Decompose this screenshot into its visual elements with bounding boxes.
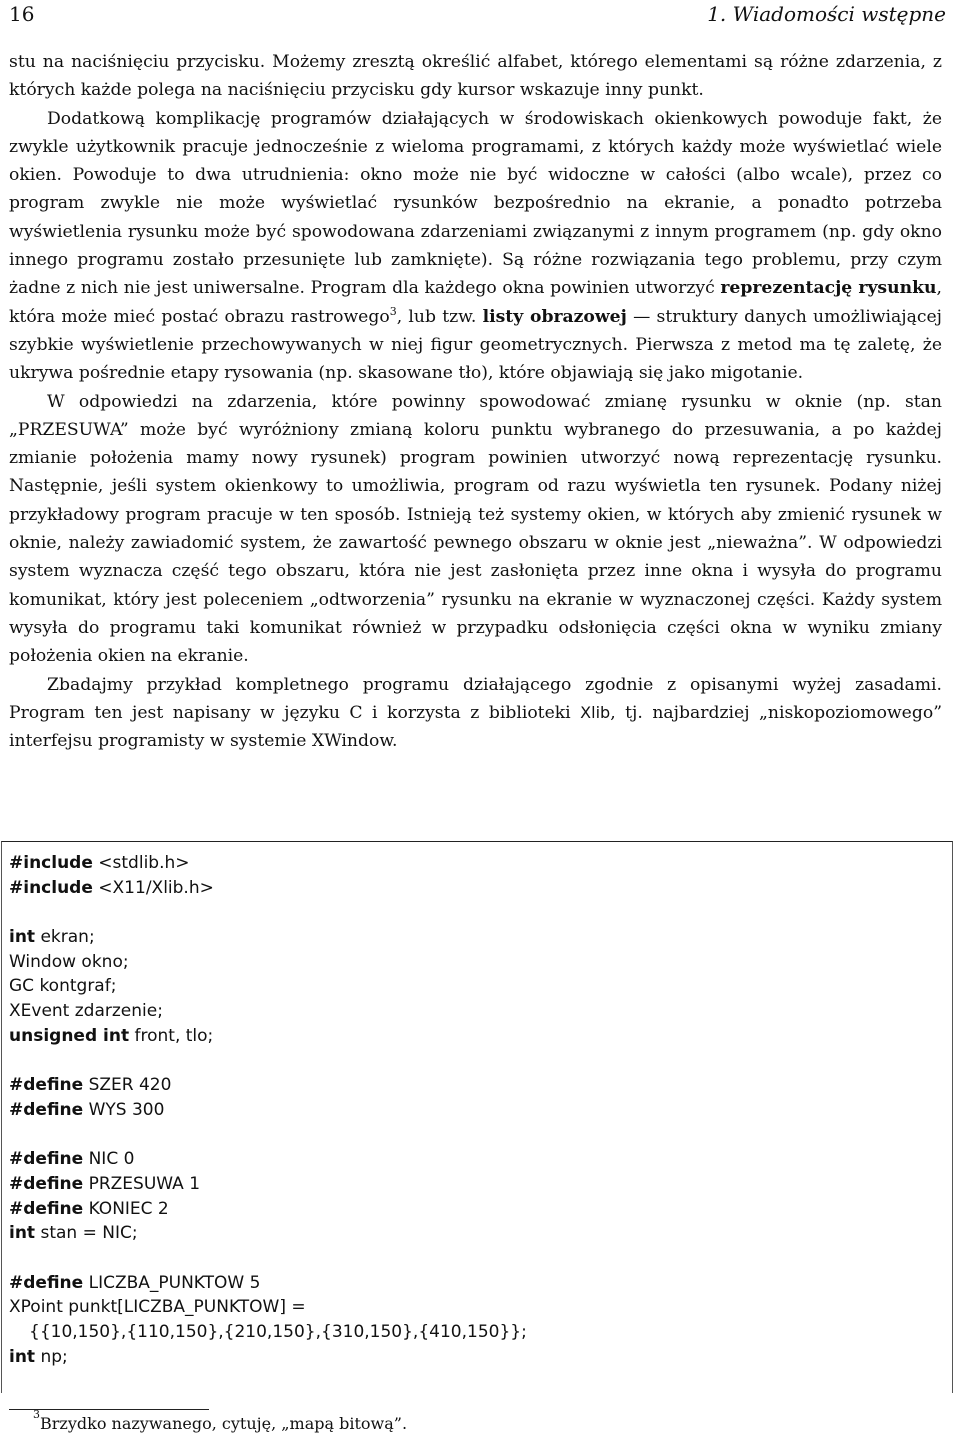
code-line: Window okno;	[9, 951, 129, 972]
footnote-text: Brzydko nazywanego, cytuję, „mapą bitową”.	[40, 1414, 408, 1433]
code-text: KONIEC 2	[83, 1198, 169, 1219]
code-keyword: #define	[9, 1272, 84, 1293]
code-blank-line	[9, 900, 939, 925]
p2-text-a: Dodatkową komplikację programów działających w środowiskach okienkowych powoduje fakt, że zwykle użytkownik pracuje jednocześnie z wieloma programami, z których każdy może wyświetlać wiele okien. Powoduje to dwa utrudnienia: okno może nie być widoczne w całości (albo wcale), przez co program zwykle nie może wyświetlać rysunków bezpośrednio na ekranie, a ponadto potrzeba wyświetlenia rysunku może być spowodowana zdarzeniami związanymi z innym programem (np. gdy okno innego programu zostało przesunięte lub zamknięte). Są różne rozwiązania tego problemu, przy czym żadne z nich nie jest uniwersalne. Program dla każdego okna powinien utworzyć	[9, 108, 942, 299]
code-line	[9, 1073, 939, 1098]
page-number: 16	[9, 2, 35, 26]
code-line	[9, 876, 939, 901]
code-text: <X11/Xlib.h>	[92, 877, 214, 898]
p4-text-a: Zbadajmy przykład kompletnego programu działającego zgodnie z opisanymi wyżej zasadami. Program ten jest napisany w języku C i korzysta z biblioteki	[9, 674, 942, 723]
code-line	[9, 1098, 939, 1123]
code-text: stan = NIC;	[35, 1223, 138, 1244]
paragraph-1: stu na naciśnięciu przycisku. Możemy zresztą określić alfabet, którego elementami są różne zdarzenia, z których każde polega na naciśnięciu przycisku gdy kursor wskazuje inny punkt.	[9, 52, 942, 101]
code-keyword: #include	[9, 853, 93, 873]
paragraph-3: W odpowiedzi na zdarzenia, które powinny spowodować zmianę rysunku w oknie (np. stan „PRZESUWA” może być wyróżniony zmianą koloru punktu wybranego do przesuwania, a po każdej zmianie położenia mamy nowy rysunek) program powinien utworzyć nową reprezentację rysunku. Następnie, jeśli system okienkowy to umożliwia, program od razu wyświetla ten rysunek. Podany niżej przykładowy program pracuje w ten sposób. Istnieją też systemy okien, w których aby zmienić rysunek w oknie, należy zawiadomić system, że zawartość pewnego obszaru w oknie jest „nieważna”. W odpowiedzi system wyznacza część tego obszaru, która nie jest zasłonięta przez inne okna i wysyła do programu komunikat, który jest poleceniem „odtworzenia” rysunku na ekranie w wyznaczonej części. Każdy system wysyła do programu taki komunikat również w przypadku odsłonięcia części okna w wyniku zmiany położenia okien na ekranie.	[9, 391, 942, 667]
chapter-title: 1. Wiadomości wstępne	[707, 2, 946, 26]
p4-text-b: , tj. najbardziej „niskopoziomowego” interfejsu programisty w systemie XWindow.	[9, 702, 942, 752]
p2-text-d: — struktury danych umożliwiającej szybkie wyświetlenie przechowywanych w niej figur geometrycznych. Pierwsza z metod ma tę zaletę, że ukrywa pośrednie etapy rysowania (np. skasowane tło), które objawiają się jako migotanie.	[9, 306, 942, 384]
code-text: LICZBA_PUNKTOW 5	[83, 1272, 261, 1293]
code-keyword: #define	[9, 1173, 84, 1194]
code-keyword: #define	[9, 1075, 84, 1096]
code-keyword: int	[9, 927, 36, 948]
code-line: XEvent zdarzenie;	[9, 1001, 163, 1022]
code-line	[9, 1147, 939, 1172]
code-blank-line	[9, 1123, 939, 1148]
footnote-mark: 3	[33, 1408, 40, 1421]
term-listy-obrazowej: listy obrazowej	[482, 306, 627, 327]
term-reprezentacja-rysunku: reprezentację rysunku	[720, 278, 937, 299]
code-line	[9, 1172, 939, 1197]
code-keyword: unsigned int	[9, 1025, 130, 1046]
code-text: WYS 300	[83, 1099, 165, 1120]
code-line: XPoint punkt[LICZBA_PUNKTOW] =	[9, 1297, 306, 1318]
footnote-ref: 3	[389, 304, 397, 318]
code-blank-line	[9, 1049, 939, 1074]
code-line	[9, 1271, 939, 1296]
footnote	[33, 1408, 408, 1433]
code-blank-line	[9, 1246, 939, 1271]
code-text: <stdlib.h>	[92, 853, 190, 873]
code-line: GC kontgraf;	[9, 976, 117, 997]
running-header	[9, 2, 946, 28]
library-name: Xlib	[580, 702, 611, 722]
code-keyword: int	[9, 1223, 36, 1244]
code-line	[9, 1197, 939, 1222]
code-line	[9, 851, 939, 876]
code-text: NIC 0	[83, 1149, 135, 1170]
code-keyword: #define	[9, 1149, 84, 1170]
code-text: front, tlo;	[129, 1025, 214, 1046]
code-keyword: #define	[9, 1198, 84, 1219]
code-text: ekran;	[35, 927, 95, 948]
code-keyword: #include	[9, 877, 93, 898]
code-listing	[9, 851, 939, 1369]
code-keyword: int	[9, 1346, 36, 1367]
body-text	[9, 48, 942, 755]
code-line	[9, 1221, 939, 1246]
paragraph-2	[9, 105, 942, 388]
code-text: SZER 420	[83, 1075, 172, 1096]
paragraph-4	[9, 671, 942, 756]
code-line	[9, 1345, 939, 1370]
code-text: np;	[35, 1346, 68, 1367]
p2-text-b: , która może mieć postać obrazu rastrowego	[9, 278, 942, 327]
code-line: {{10,150},{110,150},{210,150},{310,150},{410,150}};	[29, 1322, 527, 1343]
code-line	[9, 925, 939, 950]
code-text: PRZESUWA 1	[83, 1173, 201, 1194]
code-keyword: #define	[9, 1099, 84, 1120]
code-line	[9, 1024, 939, 1049]
p2-text-c: , lub tzw.	[396, 306, 483, 327]
